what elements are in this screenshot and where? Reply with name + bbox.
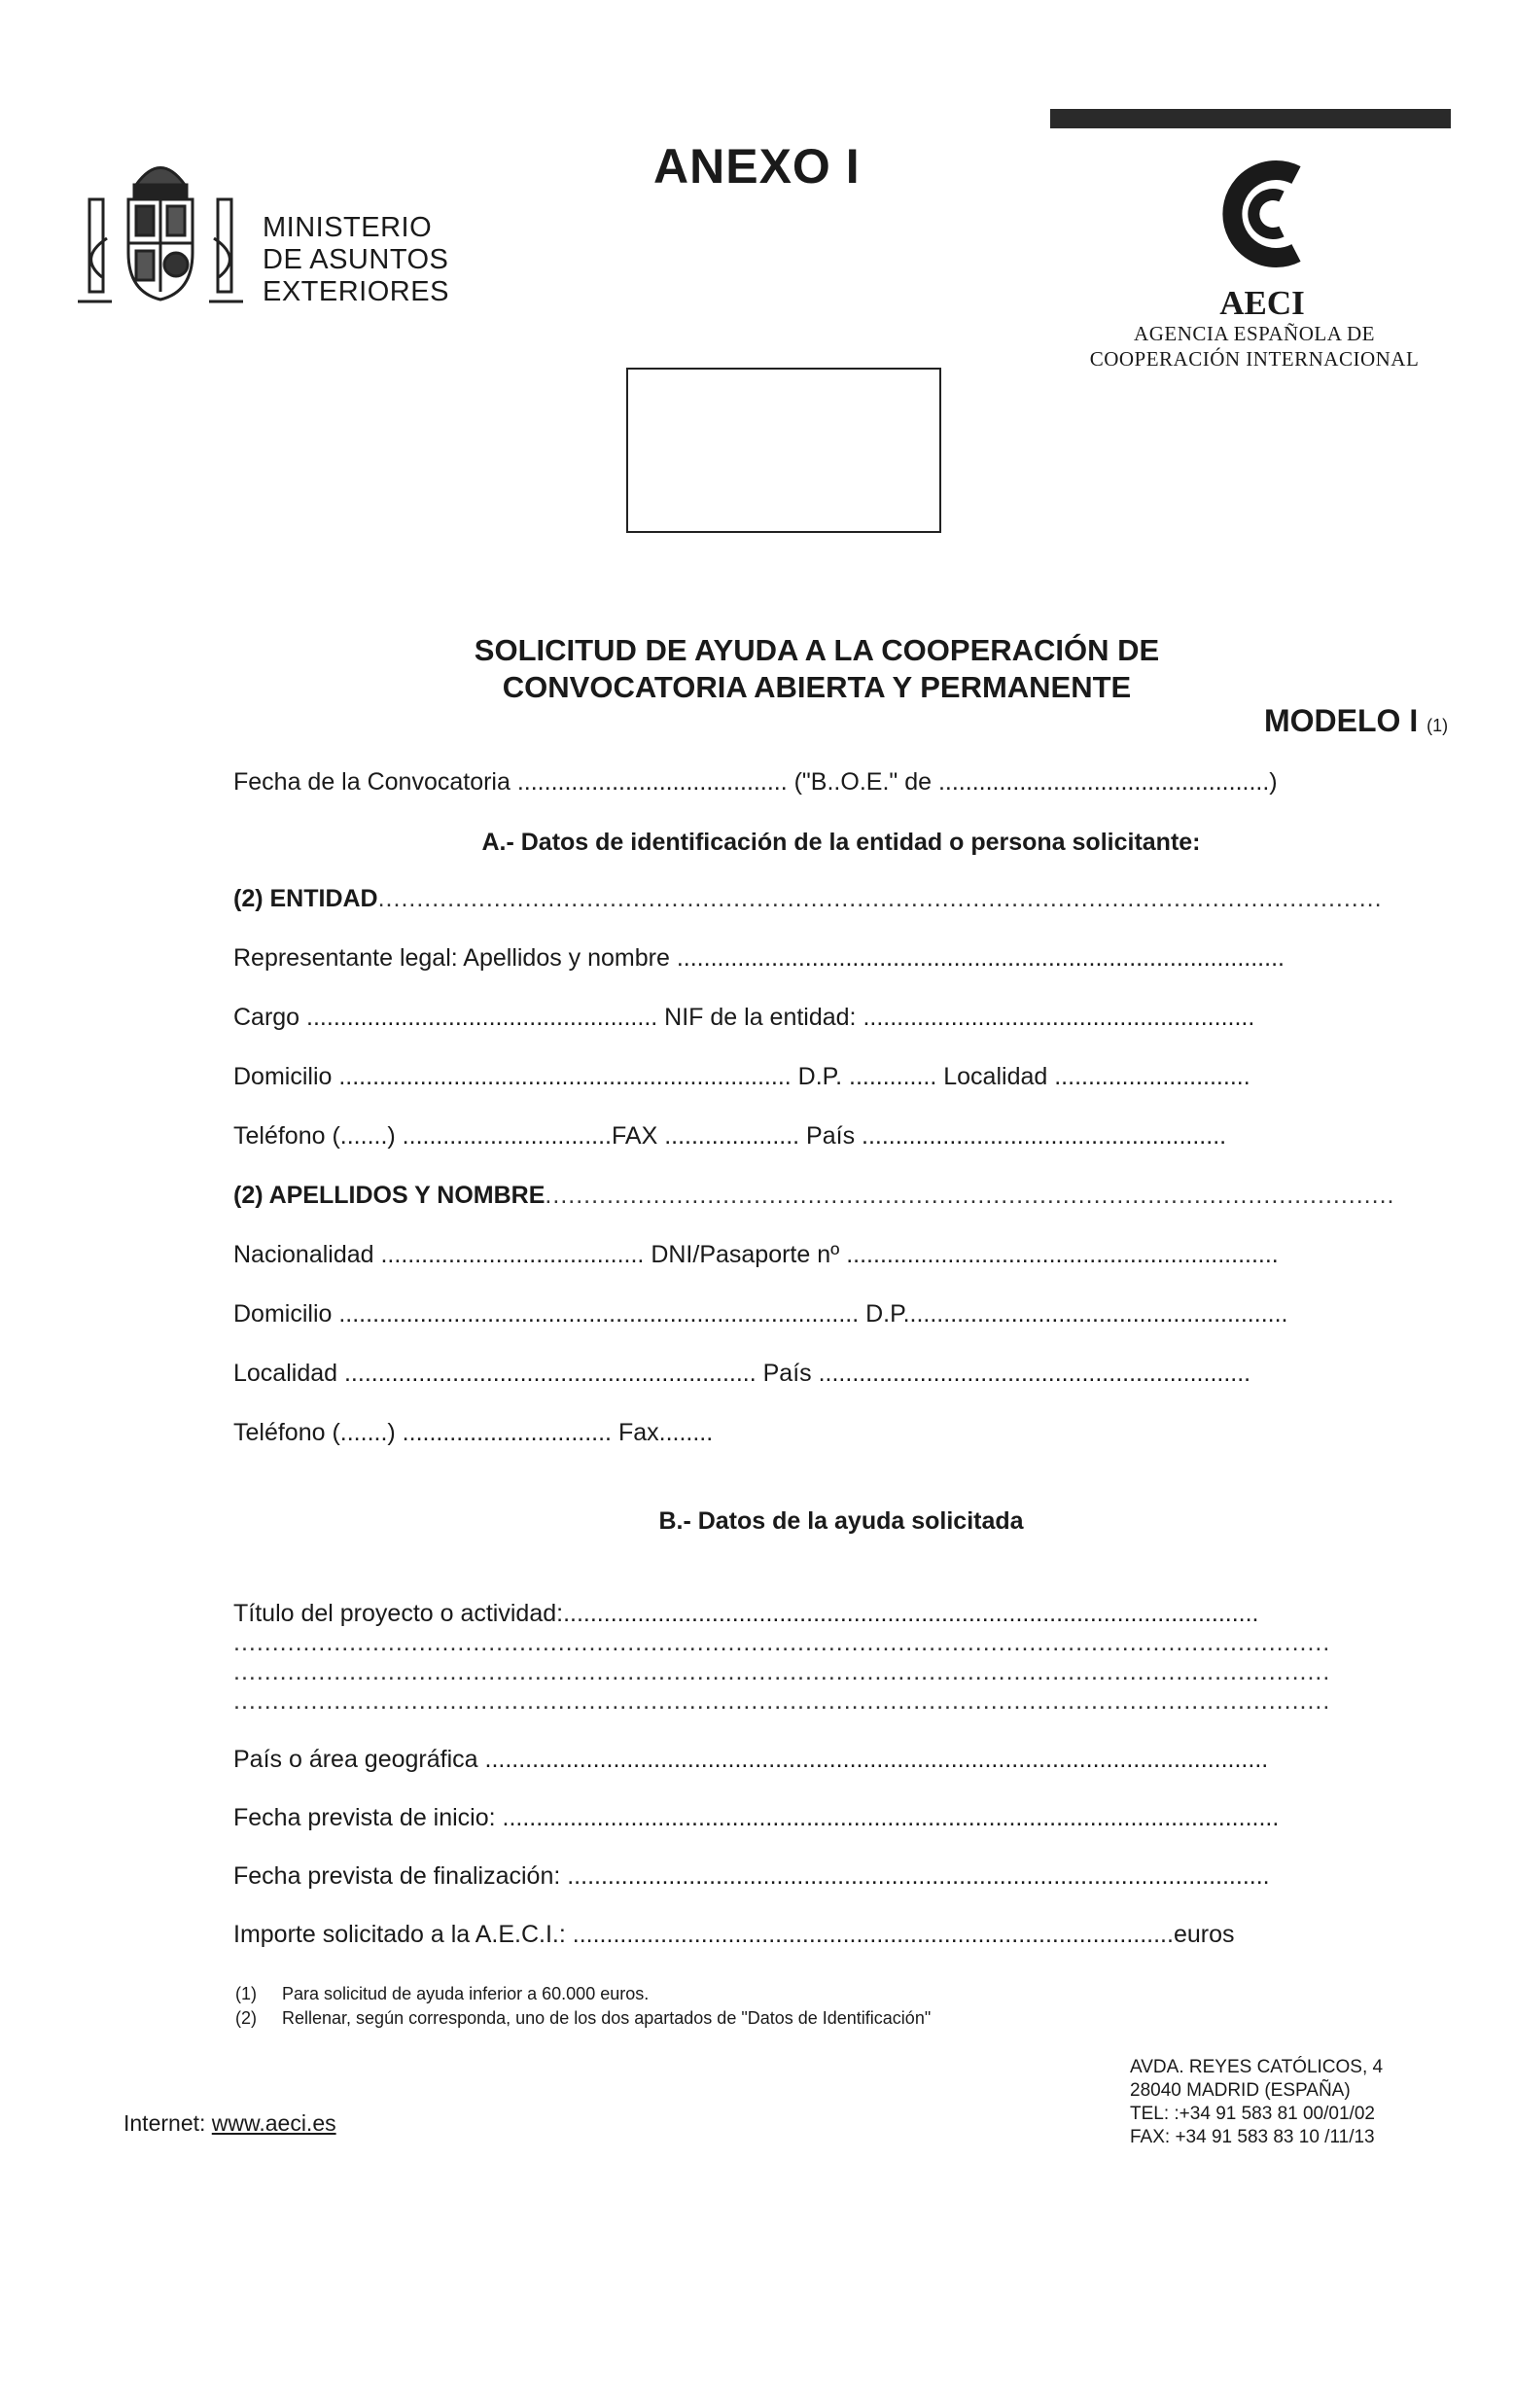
convocatoria-field[interactable]: Fecha de la Convocatoria ........................................ ("B..O.E." de .................................................) — [233, 768, 1278, 796]
ministry-line: EXTERIORES — [263, 276, 449, 307]
section-b-heading: B.- Datos de la ayuda solicitada — [658, 1507, 1024, 1535]
footnote — [235, 1982, 931, 2006]
apellidos-dots: .............................................................................................................. — [545, 1182, 1395, 1209]
localidad-field[interactable]: Localidad ............................................................. País ................................................................ — [233, 1360, 1251, 1387]
address-line: 28040 MADRID (ESPAÑA) — [1130, 2080, 1351, 2101]
fecha-fin-field[interactable]: Fecha prevista de finalización: ........................................................................................................ — [233, 1862, 1270, 1890]
footnote-number: (1) — [235, 1984, 257, 2003]
domicilio2-field[interactable]: Domicilio ............................................................................. D.P......................................................... — [233, 1300, 1288, 1328]
aeci-logo-icon — [1204, 146, 1320, 282]
fecha-inicio-field[interactable]: Fecha prevista de inicio: ................................................................................................................... — [233, 1804, 1280, 1831]
ministry-name — [263, 212, 449, 308]
telefono-field[interactable]: Teléfono (.......) ...............................FAX .................... País ...................................................... — [233, 1122, 1227, 1150]
website-link[interactable]: www.aeci.es — [211, 2110, 336, 2136]
model-label — [1264, 703, 1448, 739]
titulo-continuation-line[interactable]: .............................................................................................................................................. — [233, 1687, 1331, 1715]
footnote-text: Para solicitud de ayuda inferior a 60.000 euros. — [282, 1984, 650, 2003]
titulo-continuation-line[interactable]: .............................................................................................................................................. — [233, 1658, 1331, 1685]
address-line: FAX: +34 91 583 83 10 /11/13 — [1130, 2127, 1375, 2147]
section-a-heading: A.- Datos de identificación de la entidad o persona solicitante: — [481, 829, 1201, 856]
address-line: AVDA. REYES CATÓLICOS, 4 — [1130, 2057, 1384, 2077]
ministry-line: MINISTERIO — [263, 212, 433, 243]
annex-title: ANEXO I — [653, 139, 861, 194]
pais-area-field[interactable]: País o área geográfica .................................................................................................................... — [233, 1746, 1269, 1773]
entidad-field[interactable] — [233, 885, 1449, 913]
titulo-continuation-line[interactable]: .............................................................................................................................................. — [233, 1629, 1331, 1656]
top-redaction-bar — [1050, 109, 1451, 128]
model-note: (1) — [1426, 716, 1449, 735]
apellidos-field[interactable] — [233, 1182, 1449, 1210]
titulo-field[interactable]: Título del proyecto o actividad:....................................................................................................... — [233, 1600, 1259, 1627]
agency-full-name — [1060, 321, 1449, 372]
coat-of-arms-icon — [68, 146, 253, 331]
address-line: TEL: :+34 91 583 81 00/01/02 — [1130, 2104, 1375, 2124]
internet-line — [123, 2110, 336, 2137]
telefono2-field[interactable]: Teléfono (.......) ............................... Fax........ — [233, 1419, 714, 1446]
form-title-line: CONVOCATORIA ABIERTA Y PERMANENTE — [502, 670, 1132, 704]
form-title-line: SOLICITUD DE AYUDA A LA COOPERACIÓN DE — [474, 633, 1160, 667]
agency-line: AGENCIA ESPAÑOLA DE — [1134, 322, 1375, 345]
domicilio-field[interactable]: Domicilio ................................................................... D.P. ............. Localidad ............................. — [233, 1063, 1250, 1090]
ministry-line: DE ASUNTOS — [263, 244, 449, 275]
internet-label: Internet: — [123, 2110, 206, 2136]
agency-acronym: AECI — [1219, 284, 1305, 322]
footnote-number: (2) — [235, 2008, 257, 2028]
agency-address — [1130, 2056, 1383, 2149]
form-title — [467, 632, 1167, 706]
footnote-text: Rellenar, según corresponda, uno de los dos apartados de "Datos de Identificación" — [282, 2008, 932, 2028]
model-name: MODELO I — [1264, 703, 1419, 738]
apellidos-label: (2) APELLIDOS Y NOMBRE — [233, 1182, 546, 1209]
representante-field[interactable]: Representante legal: Apellidos y nombre .......................................................................................... — [233, 944, 1285, 972]
entidad-dots: .................................................................................................................................. — [377, 885, 1383, 912]
importe-field[interactable]: Importe solicitado a la A.E.C.I.: .........................................................................................euros — [233, 1921, 1235, 1948]
nacionalidad-field[interactable]: Nacionalidad ....................................... DNI/Pasaporte nº ................................................................ — [233, 1241, 1279, 1268]
agency-line: COOPERACIÓN INTERNACIONAL — [1089, 347, 1420, 371]
footnote — [235, 2006, 931, 2031]
registration-stamp-box — [626, 368, 941, 533]
footnotes — [235, 1982, 931, 2031]
entidad-label: (2) ENTIDAD — [233, 885, 378, 912]
cargo-nif-field[interactable]: Cargo .................................................... NIF de la entidad: .......................................................... — [233, 1004, 1255, 1031]
